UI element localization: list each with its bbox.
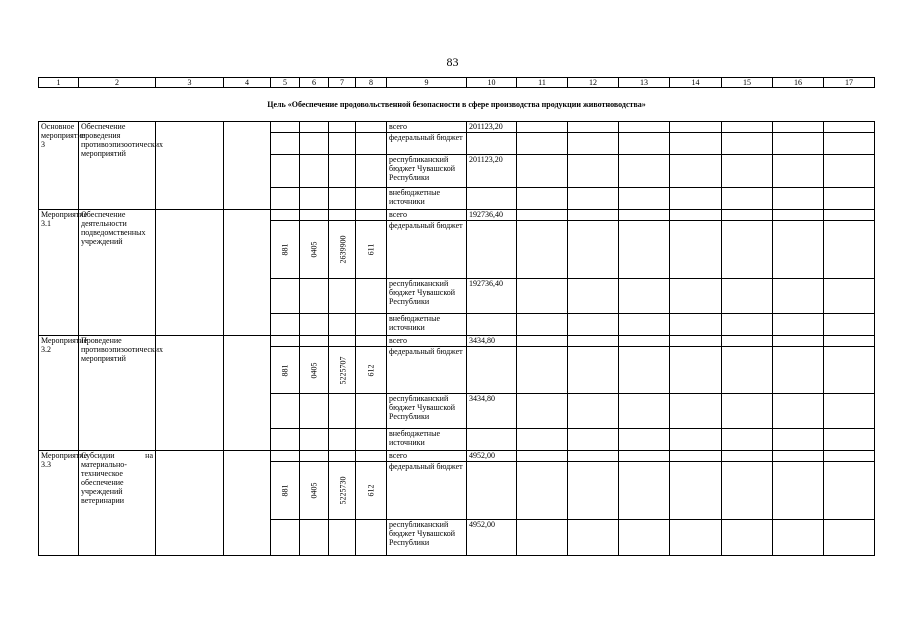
amount-empty bbox=[670, 155, 722, 188]
amount-empty bbox=[517, 188, 568, 210]
amount-empty bbox=[773, 429, 824, 451]
amount-empty bbox=[722, 210, 773, 221]
amount-empty bbox=[773, 520, 824, 556]
amount-empty bbox=[824, 279, 875, 314]
amount-empty bbox=[773, 221, 824, 279]
code-vr bbox=[356, 462, 387, 520]
amount-empty bbox=[773, 451, 824, 462]
funding-source-total: всего bbox=[387, 336, 467, 347]
amount-empty bbox=[722, 122, 773, 133]
amount-empty bbox=[773, 210, 824, 221]
column-number: 9 bbox=[387, 78, 467, 88]
co-executors bbox=[224, 122, 271, 210]
amount-empty bbox=[568, 520, 619, 556]
amount-empty bbox=[619, 122, 670, 133]
activity-code: Мероприятие 3.2 bbox=[39, 336, 79, 451]
amount-empty bbox=[670, 429, 722, 451]
code-empty bbox=[356, 520, 387, 556]
amount-empty bbox=[568, 188, 619, 210]
code-empty bbox=[356, 429, 387, 451]
table-row bbox=[39, 210, 875, 221]
code-empty bbox=[271, 210, 300, 221]
column-number: 12 bbox=[568, 78, 619, 88]
funding-source-republic: республиканский бюджет Чувашской Республики bbox=[387, 155, 467, 188]
amount-empty bbox=[773, 155, 824, 188]
code-csr bbox=[329, 347, 356, 394]
code-empty bbox=[271, 336, 300, 347]
code-empty bbox=[329, 210, 356, 221]
column-number: 1 bbox=[39, 78, 79, 88]
code-empty bbox=[300, 188, 329, 210]
amount-empty bbox=[773, 122, 824, 133]
code-rzpr bbox=[300, 462, 329, 520]
amount-empty bbox=[568, 133, 619, 155]
responsible-executor bbox=[156, 122, 224, 210]
code-vr-value: 612 bbox=[366, 364, 376, 376]
goal-row bbox=[39, 88, 875, 122]
amount-empty bbox=[568, 462, 619, 520]
column-number: 6 bbox=[300, 78, 329, 88]
code-empty bbox=[271, 188, 300, 210]
amount-empty bbox=[619, 347, 670, 394]
amount-empty bbox=[517, 210, 568, 221]
code-empty bbox=[329, 429, 356, 451]
code-empty bbox=[329, 314, 356, 336]
amount-empty bbox=[670, 520, 722, 556]
amount-empty bbox=[722, 520, 773, 556]
amount-empty bbox=[824, 210, 875, 221]
amount-value bbox=[467, 221, 517, 279]
amount-value: 192736,40 bbox=[467, 279, 517, 314]
amount-empty bbox=[824, 188, 875, 210]
amount-empty bbox=[670, 221, 722, 279]
column-number: 14 bbox=[670, 78, 722, 88]
code-empty bbox=[329, 279, 356, 314]
amount-empty bbox=[773, 314, 824, 336]
amount-empty bbox=[773, 188, 824, 210]
amount-value bbox=[467, 314, 517, 336]
column-number-row bbox=[39, 78, 875, 88]
code-empty bbox=[329, 188, 356, 210]
amount-empty bbox=[722, 451, 773, 462]
code-rzpr-value: 0405 bbox=[309, 362, 319, 378]
funding-source-republic: республиканский бюджет Чувашской Республики bbox=[387, 279, 467, 314]
amount-empty bbox=[670, 336, 722, 347]
responsible-executor bbox=[156, 210, 224, 336]
activity-code: Мероприятие 3.1 bbox=[39, 210, 79, 336]
co-executors bbox=[224, 451, 271, 556]
code-grbs bbox=[271, 221, 300, 279]
table-row bbox=[39, 122, 875, 133]
code-empty bbox=[271, 122, 300, 133]
amount-empty bbox=[824, 155, 875, 188]
amount-empty bbox=[670, 314, 722, 336]
code-empty bbox=[271, 133, 300, 155]
code-empty bbox=[356, 133, 387, 155]
code-empty bbox=[356, 122, 387, 133]
code-empty bbox=[300, 122, 329, 133]
code-empty bbox=[271, 155, 300, 188]
amount-value: 192736,40 bbox=[467, 210, 517, 221]
amount-empty bbox=[517, 451, 568, 462]
amount-empty bbox=[619, 451, 670, 462]
amount-empty bbox=[824, 336, 875, 347]
table-row bbox=[39, 336, 875, 347]
code-csr bbox=[329, 221, 356, 279]
amount-empty bbox=[773, 279, 824, 314]
code-vr bbox=[356, 347, 387, 394]
code-grbs-value: 881 bbox=[280, 484, 290, 497]
amount-empty bbox=[517, 347, 568, 394]
code-empty bbox=[356, 279, 387, 314]
column-number: 17 bbox=[824, 78, 875, 88]
amount-empty bbox=[773, 394, 824, 429]
amount-empty bbox=[619, 155, 670, 188]
code-empty bbox=[271, 279, 300, 314]
amount-value: 201123,20 bbox=[467, 155, 517, 188]
code-empty bbox=[271, 451, 300, 462]
code-empty bbox=[300, 336, 329, 347]
code-rzpr-value: 0405 bbox=[309, 482, 319, 499]
amount-empty bbox=[568, 221, 619, 279]
amount-value bbox=[467, 462, 517, 520]
amount-value: 3434,80 bbox=[467, 336, 517, 347]
funding-source-offbudget: внебюджетные источники bbox=[387, 314, 467, 336]
code-csr bbox=[329, 462, 356, 520]
code-vr bbox=[356, 221, 387, 279]
funding-source-federal: федеральный бюджет bbox=[387, 133, 467, 155]
amount-empty bbox=[722, 188, 773, 210]
amount-empty bbox=[722, 155, 773, 188]
amount-empty bbox=[824, 394, 875, 429]
amount-empty bbox=[670, 188, 722, 210]
amount-empty bbox=[619, 221, 670, 279]
code-vr-value: 612 bbox=[366, 484, 376, 497]
amount-empty bbox=[670, 210, 722, 221]
amount-empty bbox=[824, 221, 875, 279]
column-number: 11 bbox=[517, 78, 568, 88]
code-empty bbox=[300, 451, 329, 462]
amount-empty bbox=[568, 336, 619, 347]
funding-source-total: всего bbox=[387, 210, 467, 221]
amount-empty bbox=[670, 347, 722, 394]
column-number: 8 bbox=[356, 78, 387, 88]
amount-empty bbox=[568, 429, 619, 451]
amount-empty bbox=[824, 133, 875, 155]
code-empty bbox=[356, 155, 387, 188]
amount-value: 4952,00 bbox=[467, 451, 517, 462]
co-executors bbox=[224, 210, 271, 336]
amount-empty bbox=[722, 394, 773, 429]
code-rzpr-value: 0405 bbox=[309, 241, 319, 258]
amount-empty bbox=[619, 210, 670, 221]
amount-value: 4952,00 bbox=[467, 520, 517, 556]
amount-empty bbox=[517, 336, 568, 347]
amount-empty bbox=[722, 336, 773, 347]
column-number: 13 bbox=[619, 78, 670, 88]
code-empty bbox=[271, 394, 300, 429]
amount-empty bbox=[517, 520, 568, 556]
code-empty bbox=[356, 210, 387, 221]
code-empty bbox=[300, 394, 329, 429]
amount-empty bbox=[619, 429, 670, 451]
amount-empty bbox=[824, 451, 875, 462]
amount-empty bbox=[722, 221, 773, 279]
funding-source-republic: республиканский бюджет Чувашской Республики bbox=[387, 394, 467, 429]
amount-empty bbox=[568, 394, 619, 429]
code-csr-value: 5225730 bbox=[338, 476, 348, 505]
budget-table bbox=[38, 77, 875, 556]
amount-empty bbox=[722, 133, 773, 155]
code-empty bbox=[300, 520, 329, 556]
funding-source-offbudget: внебюджетные источники bbox=[387, 429, 467, 451]
amount-empty bbox=[773, 347, 824, 394]
code-empty bbox=[300, 279, 329, 314]
amount-empty bbox=[722, 347, 773, 394]
activity-code: Мероприятие 3.3 bbox=[39, 451, 79, 556]
code-empty bbox=[300, 314, 329, 336]
code-empty bbox=[356, 336, 387, 347]
amount-empty bbox=[517, 429, 568, 451]
amount-empty bbox=[670, 451, 722, 462]
amount-empty bbox=[619, 520, 670, 556]
responsible-executor bbox=[156, 451, 224, 556]
funding-source-federal: федеральный бюджет bbox=[387, 462, 467, 520]
amount-empty bbox=[568, 347, 619, 394]
amount-empty bbox=[568, 314, 619, 336]
activity-name: Проведение противоэпизоотических мероприятий bbox=[79, 336, 156, 451]
amount-empty bbox=[722, 279, 773, 314]
amount-empty bbox=[568, 155, 619, 188]
column-number: 16 bbox=[773, 78, 824, 88]
code-empty bbox=[356, 451, 387, 462]
code-empty bbox=[271, 520, 300, 556]
amount-empty bbox=[773, 462, 824, 520]
amount-empty bbox=[824, 122, 875, 133]
amount-empty bbox=[773, 133, 824, 155]
code-grbs bbox=[271, 347, 300, 394]
code-empty bbox=[329, 520, 356, 556]
column-number: 10 bbox=[467, 78, 517, 88]
co-executors bbox=[224, 336, 271, 451]
code-empty bbox=[329, 451, 356, 462]
column-number: 7 bbox=[329, 78, 356, 88]
amount-empty bbox=[568, 279, 619, 314]
amount-empty bbox=[517, 462, 568, 520]
amount-value bbox=[467, 429, 517, 451]
amount-empty bbox=[619, 462, 670, 520]
amount-empty bbox=[773, 336, 824, 347]
amount-empty bbox=[824, 520, 875, 556]
page-number: 83 bbox=[446, 55, 459, 69]
amount-empty bbox=[619, 336, 670, 347]
amount-empty bbox=[824, 429, 875, 451]
code-empty bbox=[300, 429, 329, 451]
funding-source-total: всего bbox=[387, 451, 467, 462]
table-row bbox=[39, 451, 875, 462]
amount-empty bbox=[619, 279, 670, 314]
column-number: 3 bbox=[156, 78, 224, 88]
code-empty bbox=[329, 155, 356, 188]
funding-source-total: всего bbox=[387, 122, 467, 133]
amount-empty bbox=[517, 314, 568, 336]
responsible-executor bbox=[156, 336, 224, 451]
code-rzpr bbox=[300, 221, 329, 279]
code-empty bbox=[300, 155, 329, 188]
amount-empty bbox=[517, 394, 568, 429]
code-empty bbox=[300, 133, 329, 155]
amount-value: 201123,20 bbox=[467, 122, 517, 133]
code-empty bbox=[329, 336, 356, 347]
amount-empty bbox=[568, 122, 619, 133]
code-vr-value: 611 bbox=[366, 243, 376, 256]
amount-empty bbox=[619, 394, 670, 429]
amount-empty bbox=[619, 133, 670, 155]
amount-empty bbox=[517, 133, 568, 155]
column-number: 2 bbox=[79, 78, 156, 88]
amount-empty bbox=[517, 279, 568, 314]
amount-empty bbox=[824, 347, 875, 394]
code-empty bbox=[356, 188, 387, 210]
code-empty bbox=[271, 429, 300, 451]
amount-empty bbox=[517, 221, 568, 279]
code-rzpr bbox=[300, 347, 329, 394]
code-empty bbox=[329, 394, 356, 429]
funding-source-republic: республиканский бюджет Чувашской Республики bbox=[387, 520, 467, 556]
amount-value: 3434,80 bbox=[467, 394, 517, 429]
funding-source-offbudget: внебюджетные источники bbox=[387, 188, 467, 210]
amount-empty bbox=[670, 133, 722, 155]
funding-source-federal: федеральный бюджет bbox=[387, 221, 467, 279]
code-csr-value: 5225707 bbox=[338, 356, 348, 384]
amount-empty bbox=[670, 279, 722, 314]
amount-empty bbox=[517, 122, 568, 133]
amount-empty bbox=[568, 210, 619, 221]
code-grbs bbox=[271, 462, 300, 520]
code-grbs-value: 881 bbox=[280, 243, 290, 256]
code-grbs-value: 881 bbox=[280, 364, 290, 376]
column-number: 4 bbox=[224, 78, 271, 88]
code-csr-value: 2639900 bbox=[338, 235, 348, 264]
amount-empty bbox=[824, 462, 875, 520]
amount-empty bbox=[619, 188, 670, 210]
amount-empty bbox=[670, 122, 722, 133]
amount-value bbox=[467, 133, 517, 155]
amount-empty bbox=[824, 314, 875, 336]
activity-name: Обеспечение деятельности подведомственных учреждений bbox=[79, 210, 156, 336]
activity-name: Субсидии на материально-техническое обеспечение учреждений ветеринарии bbox=[79, 451, 156, 556]
code-empty bbox=[300, 210, 329, 221]
amount-value bbox=[467, 188, 517, 210]
code-empty bbox=[329, 122, 356, 133]
amount-empty bbox=[670, 394, 722, 429]
amount-empty bbox=[568, 451, 619, 462]
amount-value bbox=[467, 347, 517, 394]
activity-name: Обеспечение проведения противоэпизоотических мероприятий bbox=[79, 122, 156, 210]
amount-empty bbox=[722, 429, 773, 451]
activity-code: Основное мероприятие 3 bbox=[39, 122, 79, 210]
amount-empty bbox=[619, 314, 670, 336]
column-number: 5 bbox=[271, 78, 300, 88]
code-empty bbox=[329, 133, 356, 155]
amount-empty bbox=[670, 462, 722, 520]
goal-title: Цель «Обеспечение продовольственной безопасности в сфере производства продукции животноводства» bbox=[39, 88, 875, 122]
code-empty bbox=[356, 314, 387, 336]
funding-source-federal: федеральный бюджет bbox=[387, 347, 467, 394]
code-empty bbox=[356, 394, 387, 429]
column-number: 15 bbox=[722, 78, 773, 88]
amount-empty bbox=[722, 462, 773, 520]
code-empty bbox=[271, 314, 300, 336]
amount-empty bbox=[517, 155, 568, 188]
amount-empty bbox=[722, 314, 773, 336]
